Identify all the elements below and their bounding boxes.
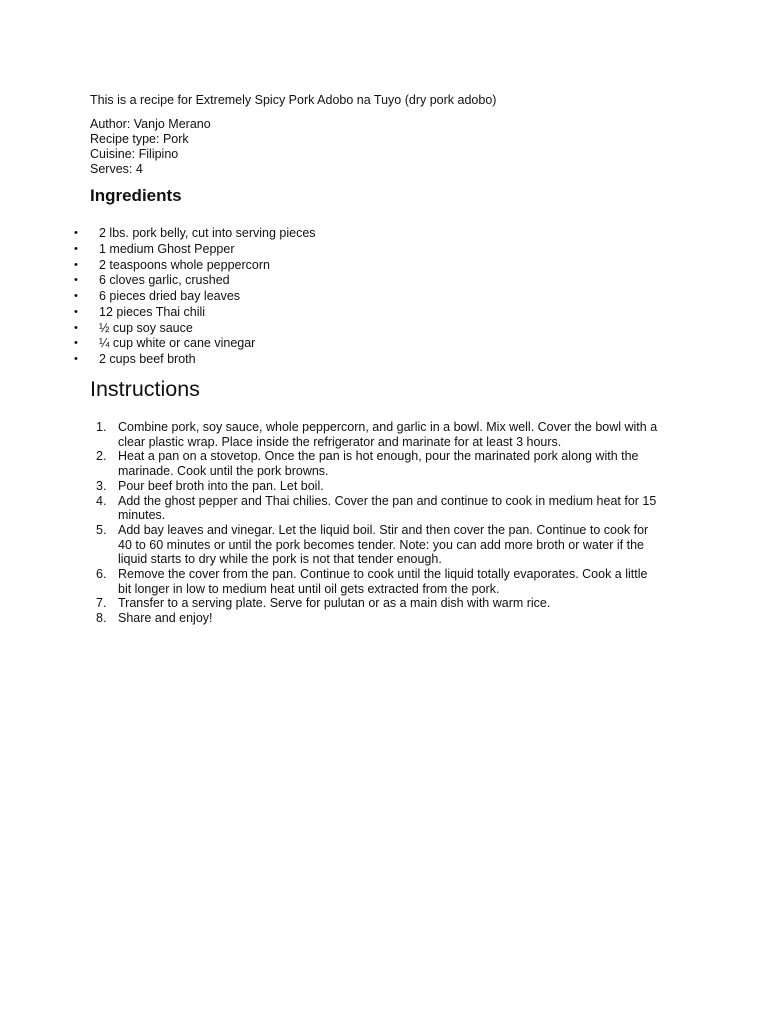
ingredient-item [0,242,316,258]
bullet-icon: • [74,258,78,271]
step-text: Combine pork, soy sauce, whole peppercorn, and garlic in a bowl. Mix well. Cover the bowl with a clear plastic wrap. Place inside the refrigerator and marinate for at least 3 hours. [118,420,658,449]
ingredient-text: 2 lbs. pork belly, cut into serving pieces [99,226,316,240]
serves-line: Serves: 4 [90,162,143,176]
step-number: 4. [96,493,107,508]
bullet-icon: • [74,337,78,350]
ingredient-text: 6 pieces dried bay leaves [99,289,241,303]
ingredients-heading: Ingredients [90,186,182,205]
step-number: 2. [96,449,107,464]
step-number: 1. [96,420,107,434]
author-line: Author: Vanjo Merano [90,117,211,131]
step-number: 8. [96,611,107,626]
step-text: Pour beef broth into the pan. Let boil. [118,478,324,493]
ingredient-text: ¼ cup white or cane vinegar [99,336,256,351]
step-text: Add bay leaves and vinegar. Let the liquid boil. Stir and then cover the pan. Continue to cook for 40 to 60 minutes or until the pork becomes tender. Note: you can add more broth or water if the liquid starts to dry while the pork is not that tender enough. [118,522,649,567]
instructions-list [0,420,680,626]
instruction-step [0,611,663,626]
ingredient-text: ½ cup soy sauce [99,320,193,335]
cuisine-line: Cuisine: Filipino [90,147,179,161]
ingredient-text: 2 cups beef broth [99,352,196,366]
step-number: 3. [96,478,107,493]
step-number: 7. [96,596,107,611]
step-text: Add the ghost pepper and Thai chilies. Cover the pan and continue to cook in medium heat for 15 minutes. [118,493,657,523]
instruction-step [0,420,663,449]
ingredient-item [0,226,316,242]
ingredient-item [0,352,316,368]
step-number: 6. [96,567,107,582]
ingredients-list [0,226,316,368]
instructions-heading: Instructions [90,377,200,401]
instruction-step [0,494,663,523]
instruction-step [0,479,663,494]
ingredient-item [0,273,316,289]
step-text: Heat a pan on a stovetop. Once the pan is hot enough, pour the marinated pork along with the marinade. Cook until the pork browns. [118,449,639,479]
ingredient-item [0,258,316,274]
instruction-step [0,596,663,611]
bullet-icon: • [74,321,78,334]
ingredient-text: 2 teaspoons whole peppercorn [99,257,270,272]
recipe-meta [90,117,211,177]
ingredient-text: 6 cloves garlic, crushed [99,273,230,288]
instruction-step [0,567,663,596]
instruction-step [0,523,663,567]
bullet-icon: • [74,305,78,318]
ingredient-text: 12 pieces Thai chili [99,304,206,319]
bullet-icon: • [74,353,78,365]
ingredient-item [0,321,316,337]
recipe-type-line: Recipe type: Pork [90,132,189,146]
step-text: Remove the cover from the pan. Continue to cook until the liquid totally evaporates. Cook a little bit longer in low to medium heat until oil gets extracted from the pork. [118,567,648,596]
ingredient-text: 1 medium Ghost Pepper [99,241,235,256]
bullet-icon: • [74,227,78,239]
step-text: Share and enjoy! [118,611,213,626]
step-text: Transfer to a serving plate. Serve for pulutan or as a main dish with warm rice. [118,596,551,611]
ingredient-item [0,289,316,305]
bullet-icon: • [74,274,78,287]
recipe-intro: This is a recipe for Extremely Spicy Pork Adobo na Tuyo (dry pork adobo) [90,93,497,107]
ingredient-item [0,305,316,321]
step-number: 5. [96,522,107,537]
instruction-step [0,449,663,478]
ingredient-item [0,336,316,352]
bullet-icon: • [74,242,78,255]
bullet-icon: • [74,290,78,302]
